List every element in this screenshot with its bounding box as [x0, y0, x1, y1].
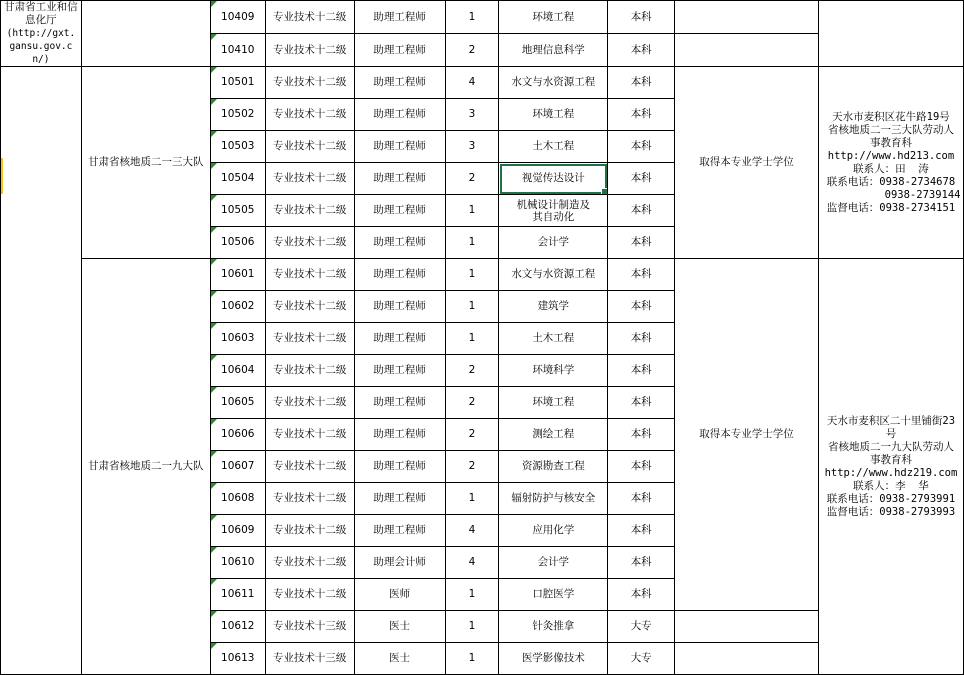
- post-level-cell[interactable]: 专业技术十二级: [265, 67, 354, 99]
- comment-marker-icon: [211, 419, 217, 425]
- job-title-cell[interactable]: 助理工程师: [354, 515, 445, 547]
- contact-line: http://www.hdz219.com: [824, 466, 958, 479]
- comment-marker-icon: [211, 259, 217, 265]
- position-code: 10601: [221, 268, 255, 280]
- position-code: 10609: [221, 524, 255, 536]
- position-code-cell[interactable]: [210, 99, 265, 131]
- job-title-cell[interactable]: 助理工程师: [354, 387, 445, 419]
- job-title-cell[interactable]: 助理工程师: [354, 34, 445, 67]
- contact-line: 天水市麦积区花牛路19号: [832, 110, 950, 123]
- post-level-cell[interactable]: 专业技术十二级: [265, 483, 354, 515]
- position-code-cell[interactable]: [210, 323, 265, 355]
- post-level-cell[interactable]: 专业技术十二级: [265, 515, 354, 547]
- position-code: 10505: [221, 204, 255, 216]
- job-title-cell[interactable]: 助理工程师: [354, 451, 445, 483]
- contact-line: 号: [885, 427, 897, 440]
- contact-line: 联系电话：0938-2793991: [826, 492, 956, 505]
- position-code: 10613: [221, 652, 255, 664]
- org-website: (http://gxt.gansu.gov.cn/): [6, 28, 76, 65]
- headcount-cell[interactable]: 1: [445, 195, 499, 227]
- org-name-cell[interactable]: [1, 1, 82, 67]
- position-code-cell[interactable]: [210, 643, 265, 675]
- major-cell[interactable]: 水文与水资源工程: [499, 67, 608, 99]
- job-title-cell[interactable]: 助理工程师: [354, 483, 445, 515]
- headcount-cell[interactable]: 1: [445, 227, 499, 259]
- position-code: 10611: [221, 588, 255, 600]
- position-code: 10606: [221, 428, 255, 440]
- education-cell[interactable]: 本科: [608, 515, 675, 547]
- major-cell[interactable]: 土木工程: [499, 131, 608, 163]
- comment-marker-icon: [211, 387, 217, 393]
- job-title-cell[interactable]: 医士: [354, 611, 445, 643]
- position-code: 10607: [221, 460, 255, 472]
- position-code: 10603: [221, 332, 255, 344]
- comment-marker-icon: [211, 643, 217, 649]
- comment-marker-icon: [211, 291, 217, 297]
- headcount-cell[interactable]: 2: [445, 355, 499, 387]
- post-level-cell[interactable]: 专业技术十二级: [265, 291, 354, 323]
- requirement-cell[interactable]: [675, 611, 819, 643]
- comment-marker-icon: [211, 163, 217, 169]
- contact-cell[interactable]: [818, 259, 963, 675]
- contact-line: http://www.hd213.com: [827, 149, 955, 162]
- position-code: 10605: [221, 396, 255, 408]
- table-row: [1, 67, 964, 99]
- requirement-cell[interactable]: 取得本专业学士学位: [675, 67, 819, 259]
- headcount-cell[interactable]: 1: [445, 611, 499, 643]
- comment-marker-icon: [211, 131, 217, 137]
- headcount-cell[interactable]: 4: [445, 67, 499, 99]
- post-level-cell[interactable]: 专业技术十二级: [265, 579, 354, 611]
- position-code: 10602: [221, 300, 255, 312]
- post-level-cell[interactable]: 专业技术十二级: [265, 323, 354, 355]
- major-cell[interactable]: 土木工程: [499, 323, 608, 355]
- position-code: 10610: [221, 556, 255, 568]
- job-title-cell[interactable]: 助理工程师: [354, 323, 445, 355]
- contact-line: 事教育科: [869, 453, 912, 466]
- major-cell[interactable]: 环境工程: [499, 387, 608, 419]
- major-cell[interactable]: 会计学: [499, 227, 608, 259]
- education-cell[interactable]: 本科: [608, 355, 675, 387]
- comment-marker-icon: [211, 227, 217, 233]
- comment-marker-icon: [211, 195, 217, 201]
- major-cell[interactable]: 机械设计制造及其自动化: [499, 195, 608, 227]
- post-level-cell[interactable]: 专业技术十三级: [265, 643, 354, 675]
- table-row: [1, 1, 964, 34]
- headcount-cell[interactable]: 2: [445, 34, 499, 67]
- job-title-cell[interactable]: 助理工程师: [354, 163, 445, 195]
- major-cell[interactable]: 口腔医学: [499, 579, 608, 611]
- job-title-cell[interactable]: 助理工程师: [354, 99, 445, 131]
- headcount-cell[interactable]: 1: [445, 1, 499, 34]
- comment-marker-icon: [211, 611, 217, 617]
- position-code-cell[interactable]: [210, 131, 265, 163]
- education-cell[interactable]: 本科: [608, 34, 675, 67]
- position-code: 10504: [221, 172, 255, 184]
- contact-line: 省核地质二一九大队劳动人: [827, 440, 954, 453]
- education-cell[interactable]: 大专: [608, 643, 675, 675]
- position-code-cell[interactable]: [210, 387, 265, 419]
- major-cell-selected[interactable]: 视觉传达设计: [499, 163, 608, 195]
- headcount-cell[interactable]: 3: [445, 99, 499, 131]
- unit-name-cell[interactable]: 甘肃省核地质二一九大队: [81, 259, 210, 675]
- headcount-cell[interactable]: 1: [445, 291, 499, 323]
- position-code-cell[interactable]: [210, 291, 265, 323]
- requirement-cell[interactable]: [675, 643, 819, 675]
- education-cell[interactable]: 本科: [608, 259, 675, 291]
- headcount-cell[interactable]: 4: [445, 547, 499, 579]
- post-level-cell[interactable]: 专业技术十二级: [265, 227, 354, 259]
- headcount-cell[interactable]: 1: [445, 579, 499, 611]
- contact-line: 联系人：李 华: [853, 479, 929, 492]
- contact-line: 监督电话：0938-2793993: [826, 505, 956, 518]
- contact-line: 省核地质二一三大队劳动人: [827, 123, 954, 136]
- position-code-cell[interactable]: [210, 1, 265, 34]
- headcount-cell[interactable]: 1: [445, 483, 499, 515]
- job-title-cell[interactable]: 助理工程师: [354, 291, 445, 323]
- position-code-cell[interactable]: [210, 515, 265, 547]
- comment-marker-icon: [211, 515, 217, 521]
- post-level-cell[interactable]: 专业技术十二级: [265, 419, 354, 451]
- education-cell[interactable]: 本科: [608, 291, 675, 323]
- position-code-cell[interactable]: [210, 67, 265, 99]
- position-code-cell[interactable]: [210, 483, 265, 515]
- position-code: 10502: [221, 108, 255, 120]
- headcount-cell[interactable]: 2: [445, 163, 499, 195]
- position-code-cell[interactable]: [210, 547, 265, 579]
- comment-marker-icon: [211, 34, 217, 40]
- job-title-cell[interactable]: 助理工程师: [354, 227, 445, 259]
- comment-marker-icon: [211, 99, 217, 105]
- headcount-cell[interactable]: 2: [445, 419, 499, 451]
- contact-cell[interactable]: [818, 1, 963, 67]
- education-cell[interactable]: 大专: [608, 611, 675, 643]
- position-code-cell[interactable]: [210, 195, 265, 227]
- post-level-cell[interactable]: 专业技术十二级: [265, 387, 354, 419]
- major-cell[interactable]: 辐射防护与核安全: [499, 483, 608, 515]
- education-cell[interactable]: 本科: [608, 131, 675, 163]
- position-code: 10506: [221, 236, 255, 248]
- requirement-cell[interactable]: [675, 34, 819, 67]
- position-code-cell[interactable]: [210, 579, 265, 611]
- position-code-cell[interactable]: [210, 611, 265, 643]
- job-title-cell[interactable]: 助理工程师: [354, 419, 445, 451]
- post-level-cell[interactable]: 专业技术十三级: [265, 611, 354, 643]
- position-code: 10409: [221, 10, 255, 23]
- job-title-cell[interactable]: 助理工程师: [354, 355, 445, 387]
- major-cell[interactable]: 针灸推拿: [499, 611, 608, 643]
- post-level-cell[interactable]: 专业技术十二级: [265, 131, 354, 163]
- job-title-cell[interactable]: 助理工程师: [354, 195, 445, 227]
- org-empty-cell[interactable]: [1, 67, 82, 675]
- post-level-cell[interactable]: 专业技术十二级: [265, 34, 354, 67]
- headcount-cell[interactable]: 1: [445, 643, 499, 675]
- post-level-cell[interactable]: 专业技术十二级: [265, 259, 354, 291]
- major-cell[interactable]: 医学影像技术: [499, 643, 608, 675]
- major-cell[interactable]: 环境工程: [499, 99, 608, 131]
- org-name: 甘肃省工业和信息化厅: [4, 1, 78, 26]
- comment-marker-icon: [211, 547, 217, 553]
- post-level-cell[interactable]: 专业技术十二级: [265, 195, 354, 227]
- headcount-cell[interactable]: 3: [445, 131, 499, 163]
- comment-marker-icon: [211, 67, 217, 73]
- education-cell[interactable]: 本科: [608, 451, 675, 483]
- education-cell[interactable]: 本科: [608, 483, 675, 515]
- requirement-cell[interactable]: [675, 1, 819, 34]
- job-title-cell[interactable]: 助理工程师: [354, 67, 445, 99]
- job-title-cell[interactable]: 医士: [354, 643, 445, 675]
- comment-marker-icon: [211, 451, 217, 457]
- education-cell[interactable]: 本科: [608, 227, 675, 259]
- education-cell[interactable]: 本科: [608, 67, 675, 99]
- job-title-cell[interactable]: 助理会计师: [354, 547, 445, 579]
- major-cell[interactable]: 地理信息科学: [499, 34, 608, 67]
- comment-marker-icon: [211, 483, 217, 489]
- major-cell[interactable]: 应用化学: [499, 515, 608, 547]
- position-code-cell[interactable]: [210, 227, 265, 259]
- position-code-cell[interactable]: [210, 451, 265, 483]
- education-cell[interactable]: 本科: [608, 163, 675, 195]
- position-code-cell[interactable]: [210, 419, 265, 451]
- education-cell[interactable]: 本科: [608, 387, 675, 419]
- education-cell[interactable]: 本科: [608, 99, 675, 131]
- contact-line: 监督电话：0938-2734151: [826, 201, 956, 214]
- education-cell[interactable]: 本科: [608, 323, 675, 355]
- comment-marker-icon: [211, 323, 217, 329]
- post-level-cell[interactable]: 专业技术十二级: [265, 1, 354, 34]
- headcount-cell[interactable]: 2: [445, 387, 499, 419]
- major-cell[interactable]: 环境科学: [499, 355, 608, 387]
- education-cell[interactable]: 本科: [608, 419, 675, 451]
- education-cell[interactable]: 本科: [608, 547, 675, 579]
- position-code-cell[interactable]: [210, 259, 265, 291]
- major-cell[interactable]: 环境工程: [499, 1, 608, 34]
- major-cell[interactable]: 资源勘查工程: [499, 451, 608, 483]
- position-code: 10501: [221, 76, 255, 88]
- contact-cell[interactable]: [818, 67, 963, 259]
- job-title-cell[interactable]: 医师: [354, 579, 445, 611]
- position-code: 10604: [221, 364, 255, 376]
- fill-handle[interactable]: [601, 188, 608, 195]
- position-code: 10612: [221, 620, 255, 632]
- major-cell[interactable]: 会计学: [499, 547, 608, 579]
- post-level-cell[interactable]: 专业技术十二级: [265, 163, 354, 195]
- comment-marker-icon: [211, 1, 217, 7]
- position-code: 10503: [221, 140, 255, 152]
- contact-line: 事教育科: [869, 136, 912, 149]
- requirement-cell[interactable]: 取得本专业学士学位: [675, 259, 819, 611]
- position-code-cell[interactable]: [210, 34, 265, 67]
- job-title-cell[interactable]: 助理工程师: [354, 1, 445, 34]
- post-level-cell[interactable]: 专业技术十二级: [265, 547, 354, 579]
- job-title-cell[interactable]: 助理工程师: [354, 259, 445, 291]
- contact-line: 0938-2739144: [821, 188, 961, 201]
- job-title-cell[interactable]: 助理工程师: [354, 131, 445, 163]
- headcount-cell[interactable]: 1: [445, 259, 499, 291]
- contact-line: 天水市麦积区二十里铺街23: [826, 414, 956, 427]
- post-level-cell[interactable]: 专业技术十二级: [265, 451, 354, 483]
- headcount-cell[interactable]: 4: [445, 515, 499, 547]
- contact-line: 联系人：田 涛: [853, 162, 929, 175]
- education-cell[interactable]: 本科: [608, 579, 675, 611]
- headcount-cell[interactable]: 2: [445, 451, 499, 483]
- post-level-cell[interactable]: 专业技术十二级: [265, 355, 354, 387]
- comment-marker-icon: [211, 579, 217, 585]
- headcount-cell[interactable]: 1: [445, 323, 499, 355]
- table-row: [1, 259, 964, 291]
- education-cell[interactable]: 本科: [608, 195, 675, 227]
- major-cell[interactable]: 水文与水资源工程: [499, 259, 608, 291]
- position-code: 10410: [221, 43, 255, 56]
- post-level-cell[interactable]: 专业技术十二级: [265, 99, 354, 131]
- position-code-cell[interactable]: [210, 163, 265, 195]
- major-cell[interactable]: 建筑学: [499, 291, 608, 323]
- major-cell[interactable]: 测绘工程: [499, 419, 608, 451]
- position-code: 10608: [221, 492, 255, 504]
- unit-name-cell[interactable]: [81, 1, 210, 67]
- education-cell[interactable]: 本科: [608, 1, 675, 34]
- unit-name-cell[interactable]: 甘肃省核地质二一三大队: [81, 67, 210, 259]
- position-code-cell[interactable]: [210, 355, 265, 387]
- comment-marker-icon: [211, 355, 217, 361]
- contact-line: 联系电话：0938-2734678: [826, 175, 956, 188]
